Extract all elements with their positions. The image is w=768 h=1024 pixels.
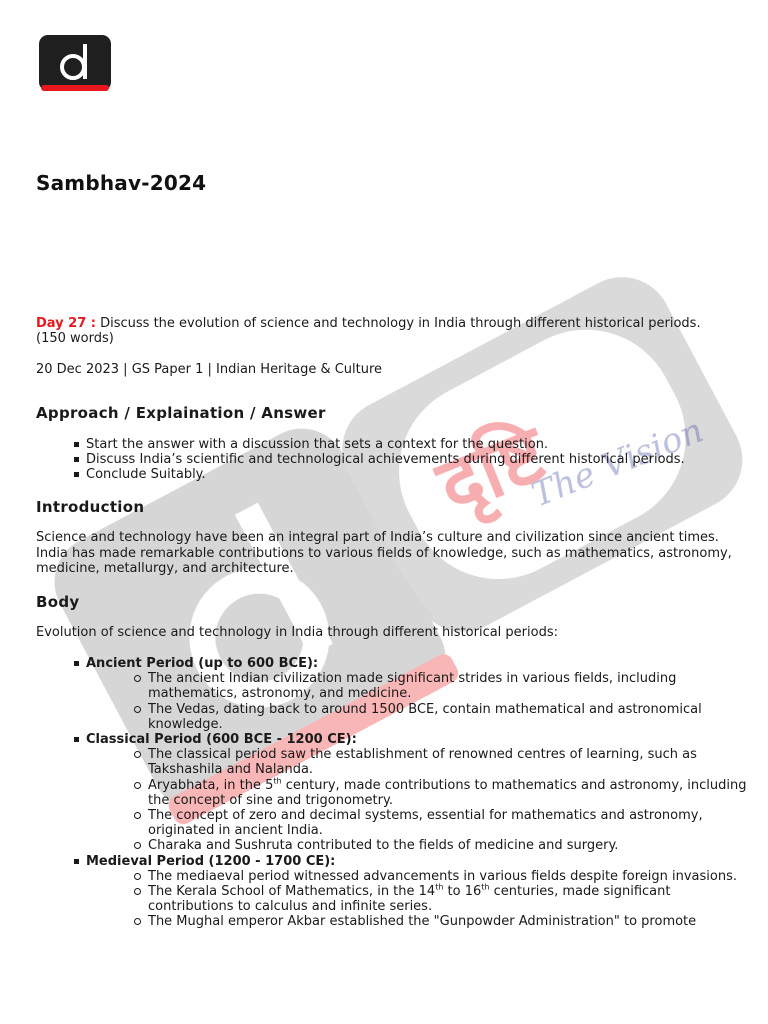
list-item: Start the answer with a discussion that sets a context for the question. [36,437,736,452]
period-points [86,869,736,930]
list-item: The Kerala School of Mathematics, in the 14th to 16th centuries, made significant contributions to calculus and infinite series. [134,884,748,914]
question-meta: 20 Dec 2023 | GS Paper 1 | Indian Heritage & Culture [36,362,383,377]
list-item: The ancient Indian civilization made significant strides in various fields, including mathematics, astronomy, and medicine. [134,671,748,701]
period-points [86,671,736,732]
introduction-heading: Introduction [36,498,145,516]
list-item: Conclude Suitably. [36,467,736,482]
list-item: Aryabhata, in the 5th century, made contributions to mathematics and astronomy, including the concept of sine and trigonometry. [134,778,748,808]
period-points [86,747,747,854]
list-item: The concept of zero and decimal systems, essential for mathematics and astronomy, originated in ancient India. [134,808,748,838]
period-label: Classical Period (600 BCE - 1200 CE): [86,732,357,748]
introduction-paragraph: Science and technology have been an integral part of India’s culture and civilization since ancient times. India has made remarkable contributions to various fields of knowledge, such as mathematics, astronomy, medicine, metallurgy, and architecture. [36,530,732,576]
body-heading: Body [36,593,80,611]
list-item: Discuss India’s scientific and technological achievements during different historical periods. [36,452,736,467]
period-label: Ancient Period (up to 600 BCE): [86,656,319,671]
question-block [36,316,726,346]
periods-list [36,656,747,930]
question-text: Discuss the evolution of science and technology in India through different historical periods. (150 words) [36,316,701,346]
question-day: Day 27 : [36,316,96,331]
page-title: Sambhav-2024 [36,171,207,195]
watermark-tagline: The Vision [526,410,709,516]
drishti-logo-icon [39,35,111,91]
approach-list [36,437,736,483]
list-item: The Mughal emperor Akbar established the "Gunpowder Administration" to promote [134,914,748,929]
list-item: The classical period saw the establishment of renowned centres of learning, such as Takshashila and Nalanda. [134,747,748,777]
list-item: The Vedas, dating back to around 1500 BCE, contain mathematical and astronomical knowledge. [134,702,748,732]
watermark-brand-text: दृष्टि [425,408,559,533]
period-label: Medieval Period (1200 - 1700 CE): [86,853,336,869]
period-item [36,732,747,854]
body-intro-paragraph: Evolution of science and technology in India through different historical periods: [36,625,558,640]
approach-heading: Approach / Explaination / Answer [36,404,326,422]
period-item [36,854,736,930]
list-item: Charaka and Sushruta contributed to the fields of medicine and surgery. [134,838,748,853]
list-item: The mediaeval period witnessed advancements in various fields despite foreign invasions. [134,869,748,884]
period-item [36,656,736,732]
